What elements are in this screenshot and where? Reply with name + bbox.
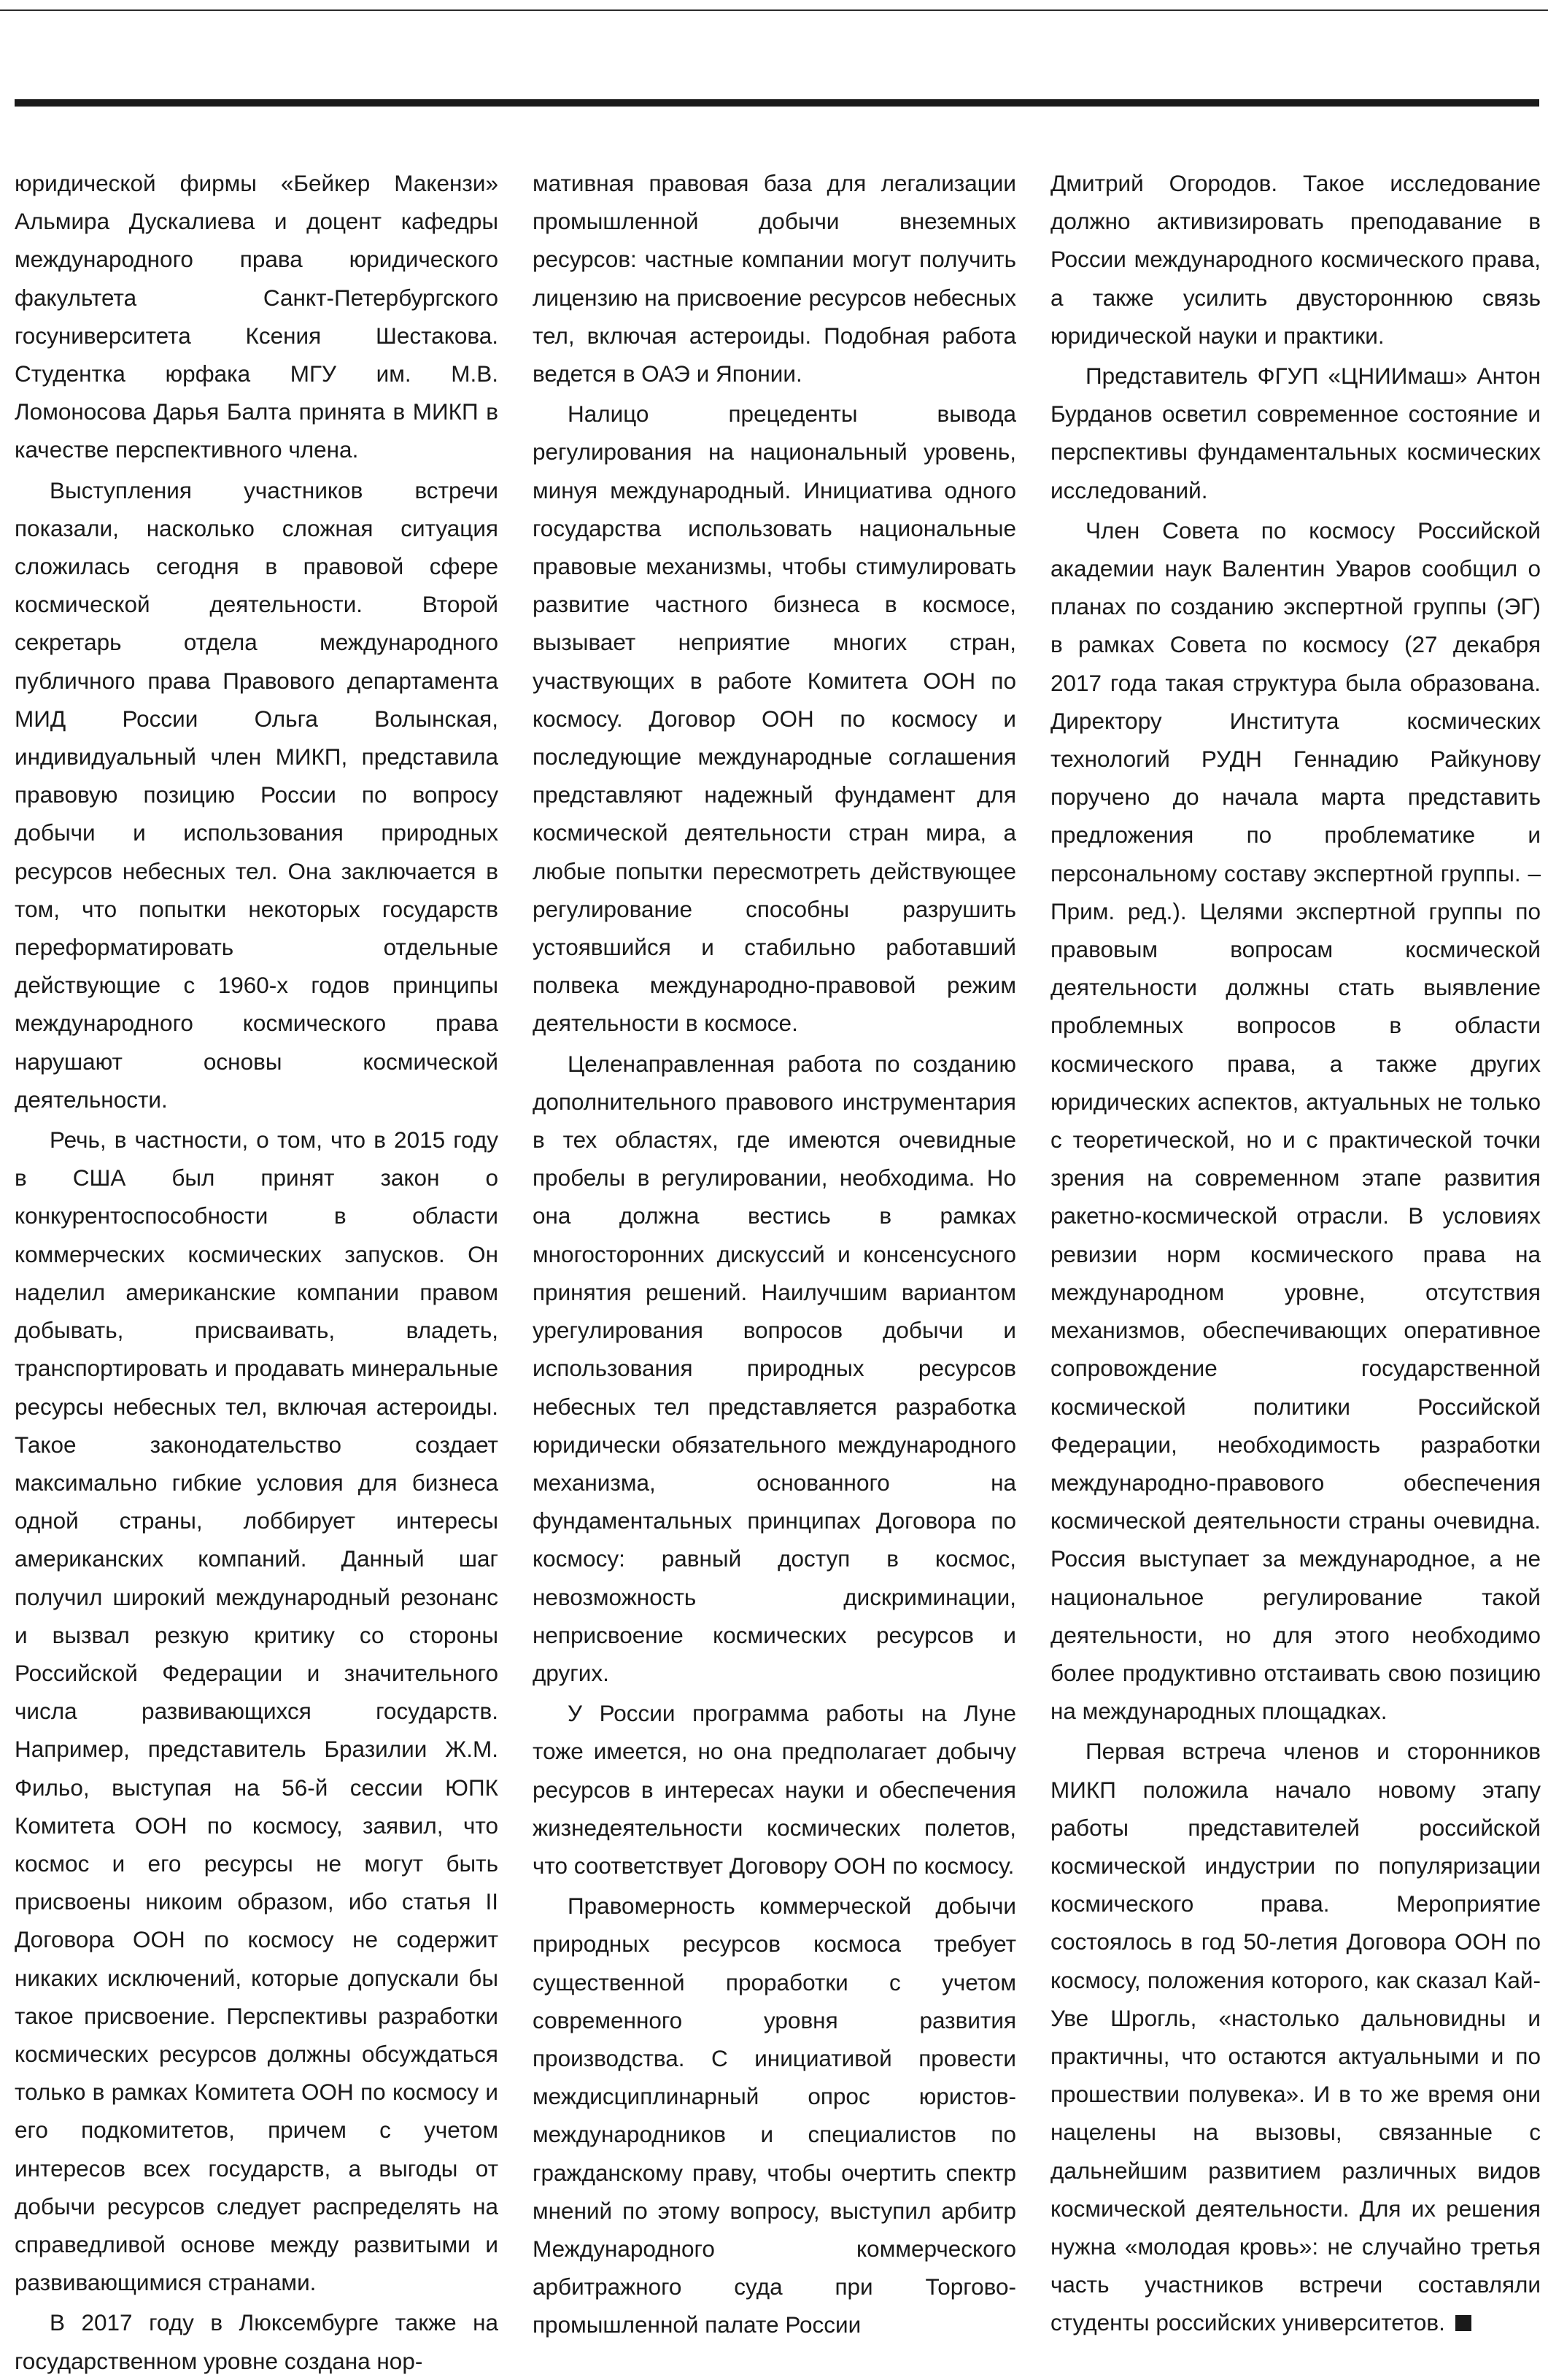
paragraph: Правомерность коммерческой добычи природных ресурсов космоса требует существенной проработки с учетом современного уровня развития производства. С инициативой провести междисциплинарный опрос юристов-международников и специалистов по гражданскому праву, чтобы очертить спектр мнений по этому вопросу, выступил арбитр Международного коммерческого арбитражного суда при Торгово-промышленной палате России [533,1893,1016,2338]
paragraph: В 2017 году в Люксембурге также на государственном уровне создана нор- [15,2309,498,2374]
paragraph: Представитель ФГУП «ЦНИИмаш» Антон Бурданов осветил современное состояние и перспективы фундаментальных космических исследований. [1050,363,1541,503]
text-column-3 [1050,164,1541,2336]
paragraph: Налицо прецеденты вывода регулирования на национальный уровень, минуя международный. Инициатива одного государства использовать национальные правовые механизмы, чтобы стимулировать развитие частного бизнеса в космосе, вызывает неприятие многих стран, участвующих в работе Комитета ООН по космосу. Договор ООН по космосу и последующие международные соглашения представляют надежный фундамент для космической деятельности стран мира, а любые попытки пересмотреть действующее регулирование способны разрушить устоявшийся и стабильно работавший полвека международно-правовой режим деятельности в космосе. [533,401,1016,1037]
end-of-article-square-icon [1455,2315,1471,2331]
paragraph: Член Совета по космосу Российской академии наук Валентин Уваров сообщил о планах по созданию экспертной группы (ЭГ) в рамках Совета по космосу (27 декабря 2017 года такая структура была образована. Директору Института космических технологий РУДН Геннадию Райкунову поручено до начала марта представить предложения по проблематике и персональному составу экспертной группы. – Прим. ред.). Целями экспертной группы по правовым вопросам космической деятельности должны стать выявление проблемных вопросов в области космического права, а также других юридических аспектов, актуальных не только с теоретической, но и с практической точки зрения на современном этапе развития ракетно-космической отрасли. В условиях ревизии норм космического права на международном уровне, отсутствия механизмов, обеспечивающих оперативное сопровождение государственной космической политики Российской Федерации, необходимость разработки международно-правового обеспечения космической деятельности страны очевидна. Россия выступает за международное, а не национальное регулирование такой деятельности, но для этого необходимо более продуктивно отстаивать свою позицию на международных площадках. [1050,517,1541,1725]
paragraph-text: Первая встреча членов и сторонников МИКП положила начало новому этапу работы представителей российской космической индустрии по популяризации космического права. Мероприятие состоялось в год 50-летия Договора ООН по космосу, положения которого, как сказал Кай-Уве Шрогль, «настолько дальновидны и практичны, что остаются актуальными и по прошествии полувека». И в то же время они нацелены на вызовы, связанные с дальнейшим развитием различных видов космической деятельности. Для их решения нужна «молодая кровь»: не случайно третья часть участников встречи составляли студенты российских университетов. [1050,1738,1541,2336]
paragraph: Дмитрий Огородов. Такое исследование должно активизировать преподавание в России международного космического права, а также усилить двустороннюю связь юридической науки и практики. [1050,170,1541,349]
paragraph: Речь, в частности, о том, что в 2015 году в США был принят закон о конкурентоспособности в области коммерческих космических запусков. Он наделил американские компании правом добывать, присваивать, владеть, транспортировать и продавать минеральные ресурсы небесных тел, включая астероиды. Такое законодательство создает максимально гибкие условия для бизнеса одной страны, лоббирует интересы американских компаний. Данный шаг получил широкий международный резонанс и вызвал резкую критику со стороны Российской Федерации и значительного числа развивающихся государств. Например, представитель Бразилии Ж.М. Фильо, выступая на 56-й сессии ЮПК Комитета ООН по космосу, заявил, что космос и его ресурсы не могут быть присвоены никоим образом, ибо статья II Договора ООН по космосу не содержит никаких исключений, которые допускали бы такое присвоение. Перспективы разработки космических ресурсов должны обсуждаться только в рамках Комитета ООН по космосу и его подкомитетов, причем с учетом интересов всех государств, а выгоды от добычи ресурсов следует распределять на справедливой основе между развитыми и развивающимися странами. [15,1127,498,2296]
last-paragraph [1050,1732,1541,2341]
paragraph: мативная правовая база для легализации промышленной добычи внеземных ресурсов: частные компании могут получить лицензию на присвоение ресурсов небесных тел, включая астероиды. Подобная работа ведется в ОАЭ и Японии. [533,170,1016,387]
text-column-1 [15,164,498,2374]
top-thin-rule [0,9,1548,11]
paragraph: У России программа работы на Луне тоже имеется, но она предполагает добычу ресурсов в интересах науки и обеспечения жизнедеятельности космических полетов, что соответствует Договору ООН по космосу. [533,1700,1016,1879]
paragraph: Выступления участников встречи показали, насколько сложная ситуация сложилась сегодня в правовой сфере космической деятельности. Второй секретарь отдела международного публичного права Правового департамента МИД России Ольга Волынская, индивидуальный член МИКП, представила правовую позицию России по вопросу добычи и использования природных ресурсов небесных тел. Она заключается в том, что попытки некоторых государств переформатировать отдельные действующие с 1960-х годов принципы международного космического права нарушают основы космической деятельности. [15,476,498,1113]
paragraph: юридической фирмы «Бейкер Макензи» Альмира Дускалиева и доцент кафедры международного права юридического факультета Санкт-Петербургского госуниверситета Ксения Шестакова. Студентка юрфака МГУ им. М.В. Ломоносова Дарья Балта принята в МИКП в качестве перспективного члена. [15,170,498,463]
header-thick-rule [15,99,1539,107]
text-column-2 [533,164,1016,2338]
paragraph: Целенаправленная работа по созданию дополнительного правового инструментария в тех областях, где имеются очевидные пробелы в регулировании, необходима. Но она должна вестись в рамках многосторонних дискуссий и консенсусного принятия решений. Наилучшим вариантом урегулирования вопросов добычи и использования природных ресурсов небесных тел представляется разработка юридически обязательного международного механизма, основанного на фундаментальных принципах Договора по космосу: равный доступ в космос, невозможность дискриминации, неприсвоение космических ресурсов и других. [533,1050,1016,1686]
